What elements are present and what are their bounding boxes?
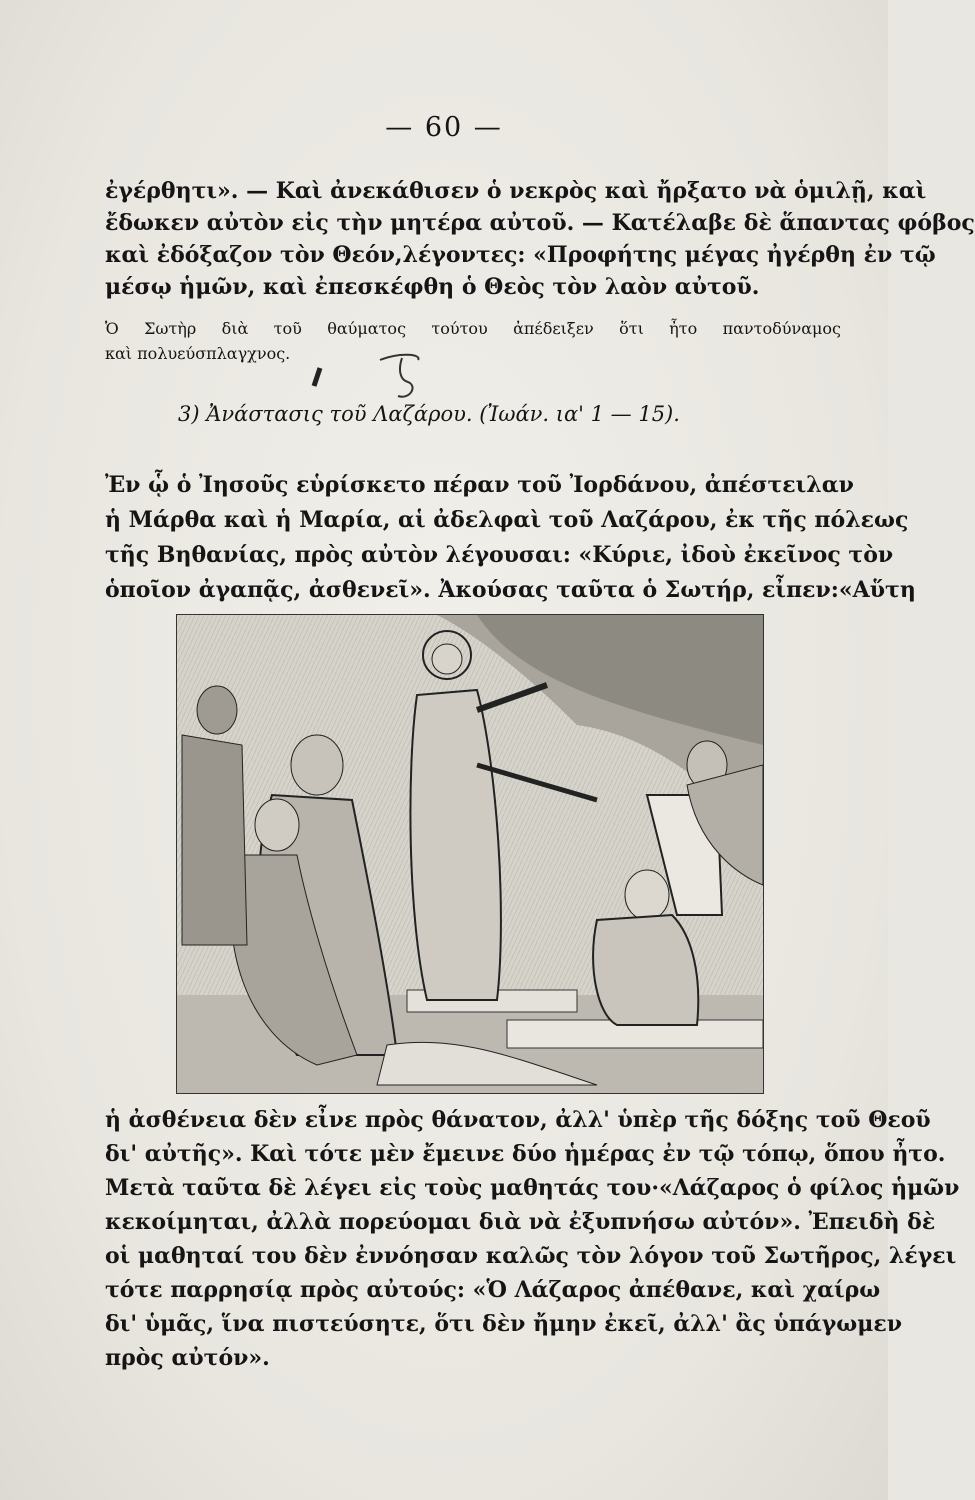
handwritten-pen-mark bbox=[310, 346, 430, 406]
text-line: οἱ μαθηταί του δὲν ἐννόησαν καλῶς τὸν λόγον τοῦ Σωτῆρος, λέγει bbox=[105, 1243, 957, 1269]
text-line: πρὸς αὐτόν». bbox=[105, 1345, 270, 1371]
text-line: ἡ ἀσθένεια δὲν εἶνε πρὸς θάνατον, ἀλλ' ὑπὲρ τῆς δόξης τοῦ Θεοῦ bbox=[105, 1107, 931, 1133]
engraving-illustration bbox=[177, 615, 763, 1093]
page-number: — 60 — bbox=[385, 112, 503, 143]
text-line: Ἐν ᾧ ὁ Ἰησοῦς εὑρίσκετο πέραν τοῦ Ἰορδάνου, ἀπέστειλαν bbox=[105, 472, 854, 498]
text-line: δι' αὐτῆς». Καὶ τότε μὲν ἔμεινε δύο ἡμέρας ἐν τῷ τόπῳ, ὅπου ἦτο. bbox=[105, 1141, 946, 1167]
text-line: ὁποῖον ἀγαπᾷς, ἀσθενεῖ». Ἀκούσας ταῦτα ὁ Σωτήρ, εἶπεν:«Αὕτη bbox=[105, 577, 916, 603]
engraving-raising-of-lazarus bbox=[176, 614, 764, 1094]
text-line: ἡ Μάρθα καὶ ἡ Μαρία, αἱ ἀδελφαὶ τοῦ Λαζάρου, ἐκ τῆς πόλεως bbox=[105, 507, 909, 533]
paragraph-lesson bbox=[105, 316, 841, 366]
text-line: καὶ πολυεύσπλαγχνος. bbox=[105, 344, 291, 363]
section-heading: 3) Ἀνάστασις τοῦ Λαζάρου. (Ἰωάν. ια' 1 — 15). bbox=[178, 402, 680, 426]
text-line: ἐγέρθητι». — Καὶ ἀνεκάθισεν ὁ νεκρὸς καὶ ἤρξατο νὰ ὁμιλῇ, καὶ bbox=[105, 178, 927, 204]
text-line: καὶ ἐδόξαζον τὸν Θεόν,λέγοντες: «Προφήτης μέγας ἠγέρθη ἐν τῷ bbox=[105, 242, 936, 268]
text-line: τῆς Βηθανίας, πρὸς αὐτὸν λέγουσαι: «Κύριε, ἰδοὺ ἐκεῖνος τὸν bbox=[105, 542, 894, 568]
text-line: τότε παρρησίᾳ πρὸς αὐτούς: «Ὁ Λάζαρος ἀπέθανε, καὶ χαίρω bbox=[105, 1277, 881, 1303]
paragraph-widow-son bbox=[105, 175, 975, 303]
text-line: Μετὰ ταῦτα δὲ λέγει εἰς τοὺς μαθητάς του·«Λάζαρος ὁ φίλος ἡμῶν bbox=[105, 1175, 960, 1201]
text-line: ἔδωκεν αὐτὸν εἰς τὴν μητέρα αὐτοῦ. — Κατέλαβε δὲ ἅπαντας φόβος bbox=[105, 210, 975, 236]
text-line: μέσῳ ἡμῶν, καὶ ἐπεσκέφθη ὁ Θεὸς τὸν λαὸν αὐτοῦ. bbox=[105, 274, 760, 300]
text-line: δι' ὑμᾶς, ἵνα πιστεύσητε, ὅτι δὲν ἤμην ἐκεῖ, ἀλλ' ἂς ὑπάγωμεν bbox=[105, 1311, 902, 1337]
paragraph-lazarus-death bbox=[105, 1103, 960, 1375]
text-line: Ὁ Σωτὴρ διὰ τοῦ θαύματος τούτου ἀπέδειξεν ὅτι ἦτο παντοδύναμος bbox=[105, 319, 841, 338]
text-line: κεκοίμηται, ἀλλὰ πορεύομαι διὰ νὰ ἐξυπνήσω αὐτόν». Ἐπειδὴ δὲ bbox=[105, 1209, 936, 1235]
paragraph-lazarus-sickness bbox=[105, 468, 916, 608]
